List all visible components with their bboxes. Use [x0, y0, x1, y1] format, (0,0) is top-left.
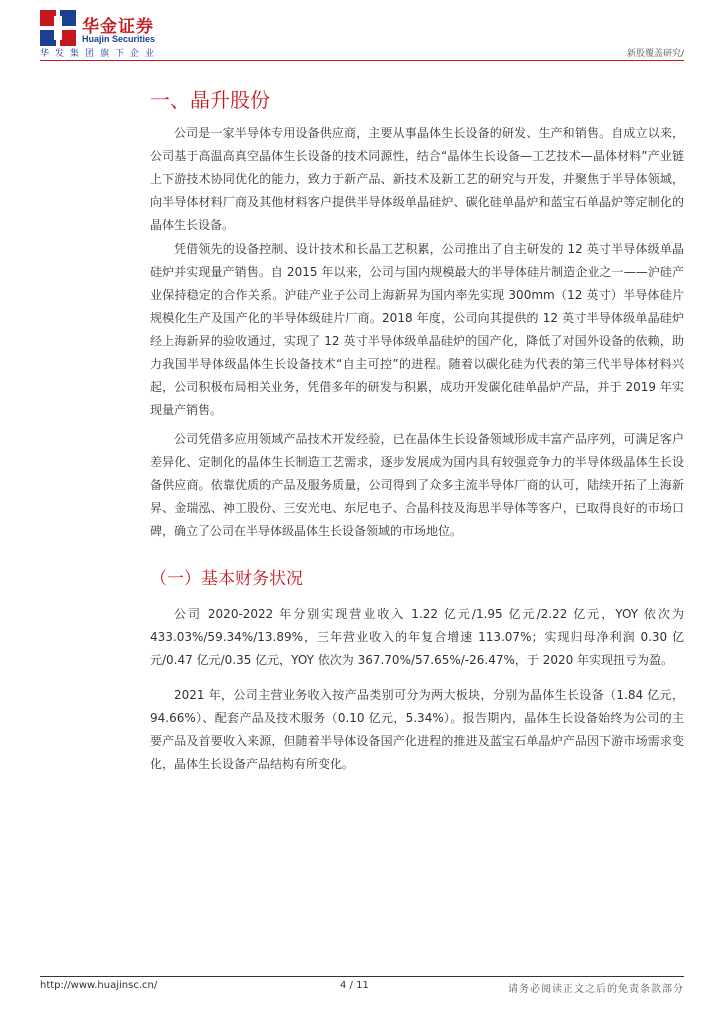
body-paragraph-4: 公司 2020-2022 年分别实现营业收入 1.22 亿元/1.95 亿元/2.22 亿元，YOY 依次为 433.03%/59.34%/13.89%，三年营业收入的年复合增速 113.07%；实现归母净利润 0.30 亿元/0.47 亿元/0.35 亿元，YOY 依次为 367.70%/57.65%/-26.47%，于 2020 年实现扭亏为盈。 — [150, 607, 684, 667]
footer-disclaimer: 请务必阅读正文之后的免责条款部分 — [508, 984, 684, 995]
footer-divider — [40, 976, 684, 977]
report-type-label: 新股覆盖研究/ — [626, 49, 684, 59]
subsection-title: （一）基本财务状况 — [150, 569, 303, 589]
body-paragraph-3: 公司凭借多应用领域产品技术开发经验，已在晶体生长设备领域形成丰富产品序列，可满足客户差异化、定制化的晶体生长制造工艺需求，逐步发展成为国内具有较强竞争力的半导体级晶体生长设备供应商。依靠优质的产品及服务质量，公司得到了众多主流半导体厂商的认可，陆续开拓了上海新昇、金瑞泓、神工股份、三安光电、东尼电子、合晶科技及海思半导体等客户，已取得良好的市场口碑，确立了公司在半导体级晶体生长设备领域的市场地位。 — [150, 432, 684, 538]
logo-chinese-name: 华金证券 — [82, 17, 154, 37]
page-number: 4 / 11 — [340, 980, 369, 991]
body-paragraph-1: 公司是一家半导体专用设备供应商，主要从事晶体生长设备的研发、生产和销售。自成立以来，公司基于高温高真空晶体生长设备的技术同源性，结合“晶体生长设备—工艺技术—晶体材料”产业链上下游技术协同优化的能力，致力于新产品、新技术及新工艺的研究与开发，并聚焦于半导体领域，向半导体材料厂商及其他材料客户提供半导体级单晶硅炉、碳化硅单晶炉和蓝宝石单晶炉等定制化的晶体生长设备。 — [150, 126, 684, 232]
header-slogan: 华发集团旗下企业 — [40, 49, 161, 59]
logo-english-name: Huajin Securities — [82, 34, 156, 44]
page-header — [0, 0, 724, 62]
footer-website-link[interactable]: http://www.huajinsc.cn/ — [40, 980, 158, 991]
header-divider — [40, 60, 684, 61]
body-paragraph-5: 2021 年，公司主营业务收入按产品类别可分为两大板块，分别为晶体生长设备（1.84 亿元，94.66%）、配套产品及技术服务（0.10 亿元，5.34%）。报告期内，晶体生长设备始终为公司的主要产品及首要收入来源，但随着半导体设备国产化进程的推进及蓝宝石单晶炉产品因下游市场需求变化，晶体生长设备产品结构有所变化。 — [150, 688, 684, 771]
section-title: 一、晶升股份 — [150, 88, 270, 112]
huajin-logo-icon — [40, 10, 76, 46]
body-paragraph-2: 凭借领先的设备控制、设计技术和长晶工艺积累，公司推出了自主研发的 12 英寸半导体级单晶硅炉并实现量产销售。自 2015 年以来，公司与国内规模最大的半导体硅片制造企业之一——沪硅产业保持稳定的合作关系。沪硅产业子公司上海新昇为国内率先实现 300mm（12 英寸）半导体硅片规模化生产及国产化的半导体级硅片厂商。2018 年度，公司向其提供的 12 英寸半导体级单晶硅炉经上海新昇的验收通过，实现了 12 英寸半导体级单晶硅炉的国产化，降低了对国外设备的依赖，助力我国半导体级晶体生长设备技术“自主可控”的进程。随着以碳化硅为代表的第三代半导体材料兴起，公司积极布局相关业务，凭借多年的研发与积累，成功开发碳化硅单晶炉产品，并于 2019 年实现量产销售。 — [150, 242, 684, 417]
